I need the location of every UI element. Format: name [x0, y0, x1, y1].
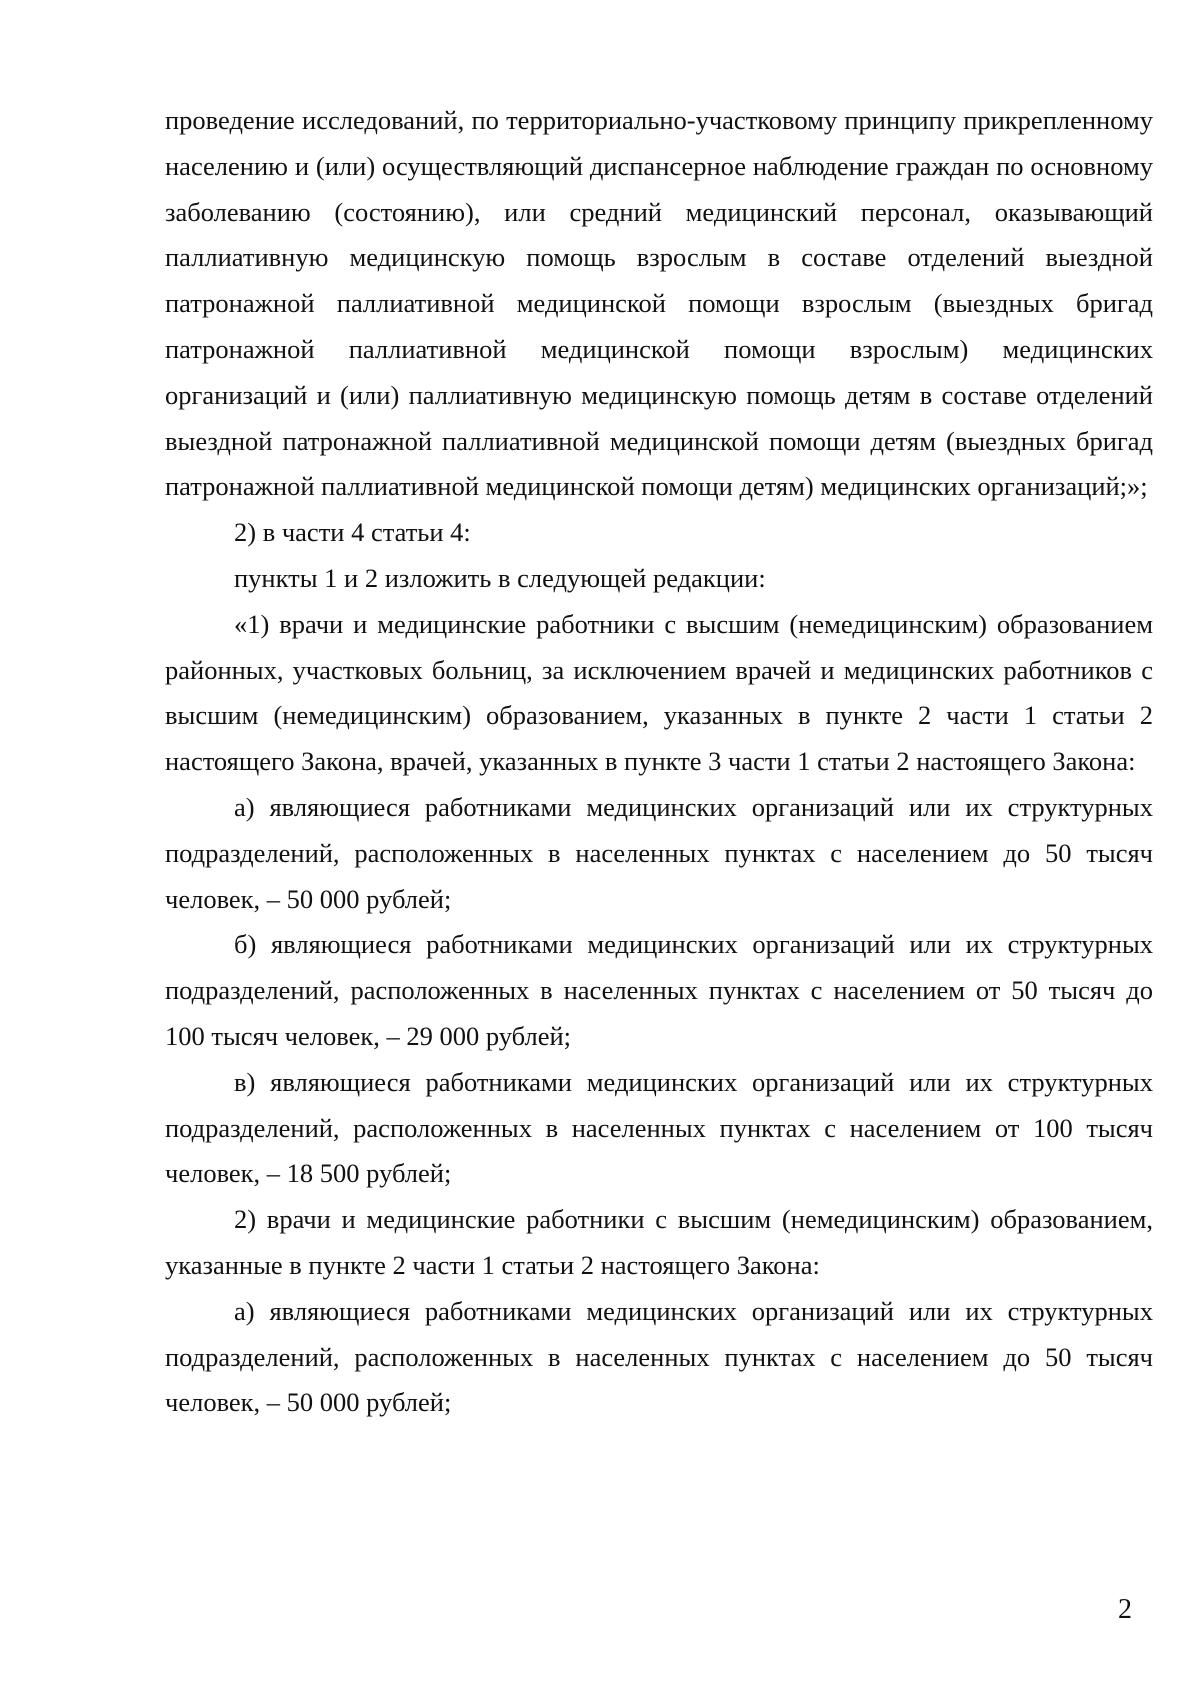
paragraph-point-2-a: а) являющиеся работниками медицинских организаций или их структурных подразделений, расположенных в населенных пунктах с населением до 50 тысяч человек, – 50 000 рублей; — [165, 1295, 1153, 1418]
paragraph-points-1-2-intro: пункты 1 и 2 изложить в следующей редакции: — [234, 562, 766, 593]
paragraph-point-1-a: а) являющиеся работниками медицинских организаций или их структурных подразделений, расположенных в населенных пунктах с населением до 50 тысяч человек, – 50 000 рублей; — [165, 791, 1153, 914]
paragraph-point-1-b: б) являющиеся работниками медицинских организаций или их структурных подразделений, расположенных в населенных пунктах с населением от 50 тысяч до 100 тысяч человек, – 29 000 рублей; — [165, 929, 1153, 1051]
paragraph-point-1: «1) врачи и медицинские работники с высшим (немедицинским) образованием районных, участковых больниц, за исключением врачей и медицинских работников с высшим (немедицинским) образованием, указанных в пункте 2 части 1 статьи 2 настоящего Закона, врачей, указанных в пункте 3 части 1 статьи 2 настоящего Закона: — [165, 608, 1153, 777]
paragraph-point-2: 2) врачи и медицинские работники с высшим (немедицинским) образованием, указанные в пункте 2 части 1 статьи 2 настоящего Закона: — [165, 1204, 1153, 1280]
document-body — [165, 98, 1153, 1426]
paragraph-article-4-part-4: 2) в части 4 статьи 4: — [234, 517, 471, 548]
paragraph-point-1-v: в) являющиеся работниками медицинских организаций или их структурных подразделений, расположенных в населенных пунктах с населением от 100 тысяч человек, – 18 500 рублей; — [165, 1066, 1153, 1189]
page-number: 2 — [1118, 1594, 1132, 1625]
paragraph-continuation: проведение исследований, по территориально-участковому принципу прикрепленному населению и (или) осуществляющий диспансерное наблюдение граждан по основному заболеванию (состоянию), или средний медицинский персонал, оказывающий паллиативную медицинскую помощь взрослым в составе отделений выездной патронажной паллиативной медицинской помощи взрослым (выездных бригад патронажной паллиативной медицинской помощи взрослым) медицинских организаций и (или) паллиативную медицинскую помощь детям в составе отделений выездной патронажной паллиативной медицинской помощи детям (выездных бригад патронажной паллиативной медицинской помощи детям) медицинских организаций;»; — [165, 105, 1153, 502]
